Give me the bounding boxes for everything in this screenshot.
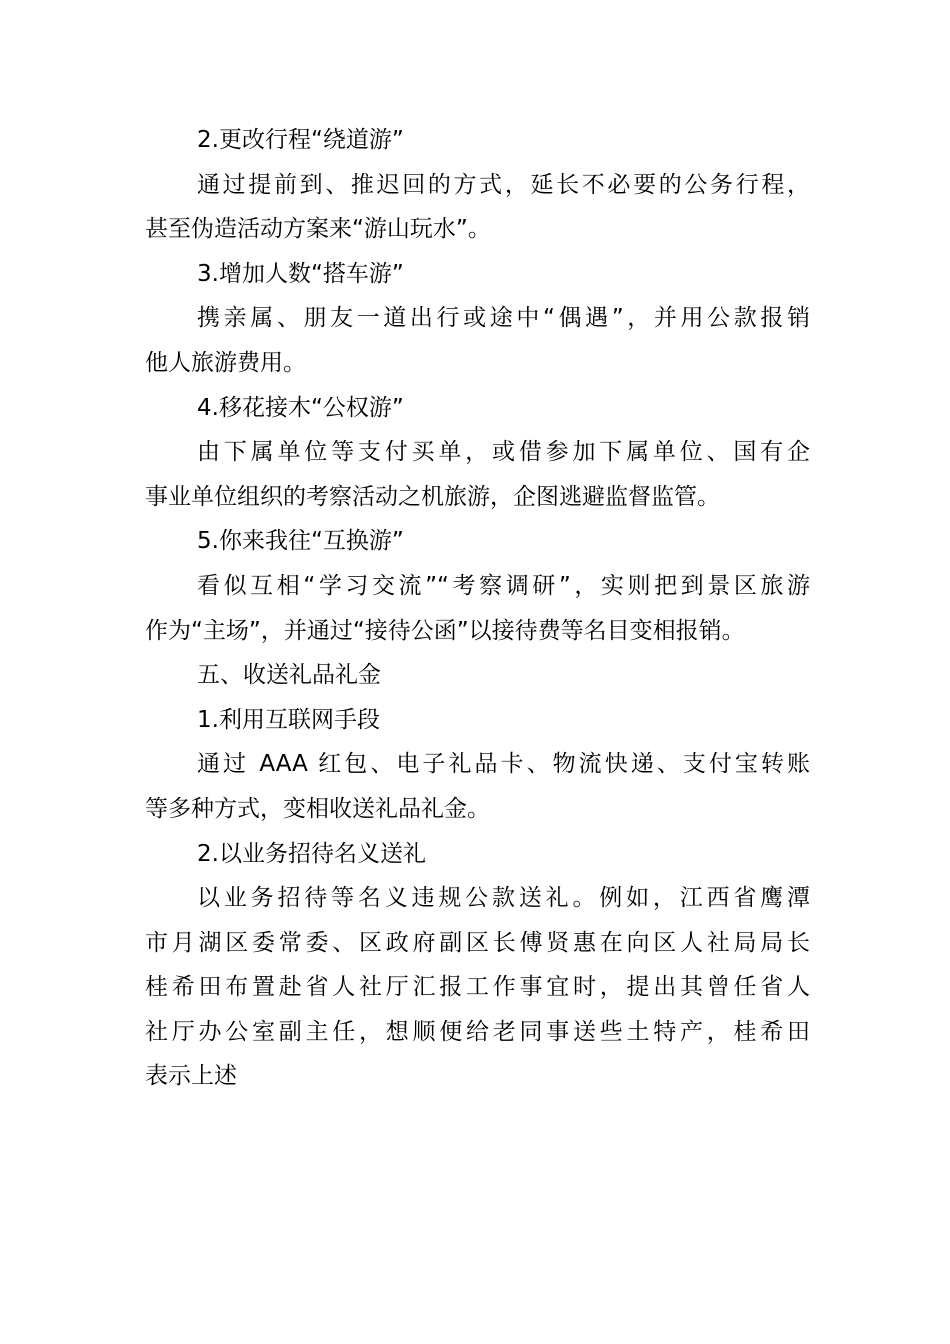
paragraph-business-entertainment (145, 876, 810, 1099)
paragraph-internet-means (145, 742, 810, 831)
paragraph-ride-along-trip (145, 296, 810, 385)
text-line: 他人旅游费用。 (145, 349, 306, 376)
paragraph-detour-trip (145, 163, 810, 252)
text-line: 4.移花接木“公权游” (197, 394, 404, 421)
subheading-exchange-trip (145, 519, 810, 564)
text-line: 3.增加人数“搭车游” (197, 260, 404, 287)
text-line: 2.以业务招待名义送礼 (197, 840, 426, 867)
text-line: 1.利用互联网手段 (197, 706, 380, 733)
paragraph-exchange-trip (145, 564, 810, 653)
subheading-public-power-trip (145, 386, 810, 431)
text-line: 2.更改行程“绕道游” (197, 127, 404, 153)
subheading-business-entertainment (145, 832, 810, 877)
subheading-detour-trip (145, 118, 810, 163)
text-line: 5.你来我往“互换游” (197, 528, 404, 555)
text-line: 事业单位组织的考察活动之机旅游，企图逃避监督监管。 (145, 483, 720, 510)
text-line: 以业务招待等名义违规公款送礼。例如，江西省鹰潭 (197, 885, 810, 912)
text-line: 甚至伪造活动方案来“游山玩水”。 (145, 216, 491, 243)
text-line: 通过提前到、推迟回的方式，延长不必要的公务行程， (197, 171, 810, 198)
text-line: 作为“主场”，并通过“接待公函”以接待费等名目变相报销。 (145, 617, 745, 644)
text-line: 等多种方式，变相收送礼品礼金。 (145, 795, 490, 822)
section-heading-gifts (145, 653, 810, 698)
text-line: 看似互相“学习交流”“考察调研”，实则把到景区旅游 (197, 572, 810, 599)
subheading-ride-along-trip (145, 252, 810, 297)
text-line: 社厅办公室副主任，想顺便给老同事送些土特产，桂希田 (145, 1018, 810, 1045)
text-line: 通过 AAA 红包、电子礼品卡、物流快递、支付宝转账 (197, 751, 810, 778)
document-body (145, 118, 810, 1099)
subheading-internet-means (145, 698, 810, 743)
text-line: 表示上述 (145, 1063, 237, 1090)
text-line: 市月湖区委常委、区政府副区长傅贤惠在向区人社局局长 (145, 929, 810, 956)
text-line: 携亲属、朋友一道出行或途中“偶遇”，并用公款报销 (197, 305, 810, 332)
text-line: 五、收送礼品礼金 (197, 662, 381, 689)
text-line: 桂希田布置赴省人社厅汇报工作事宜时，提出其曾任省人 (145, 974, 810, 1001)
paragraph-public-power-trip (145, 430, 810, 519)
text-line: 由下属单位等支付买单，或借参加下属单位、国有企 (197, 439, 810, 466)
